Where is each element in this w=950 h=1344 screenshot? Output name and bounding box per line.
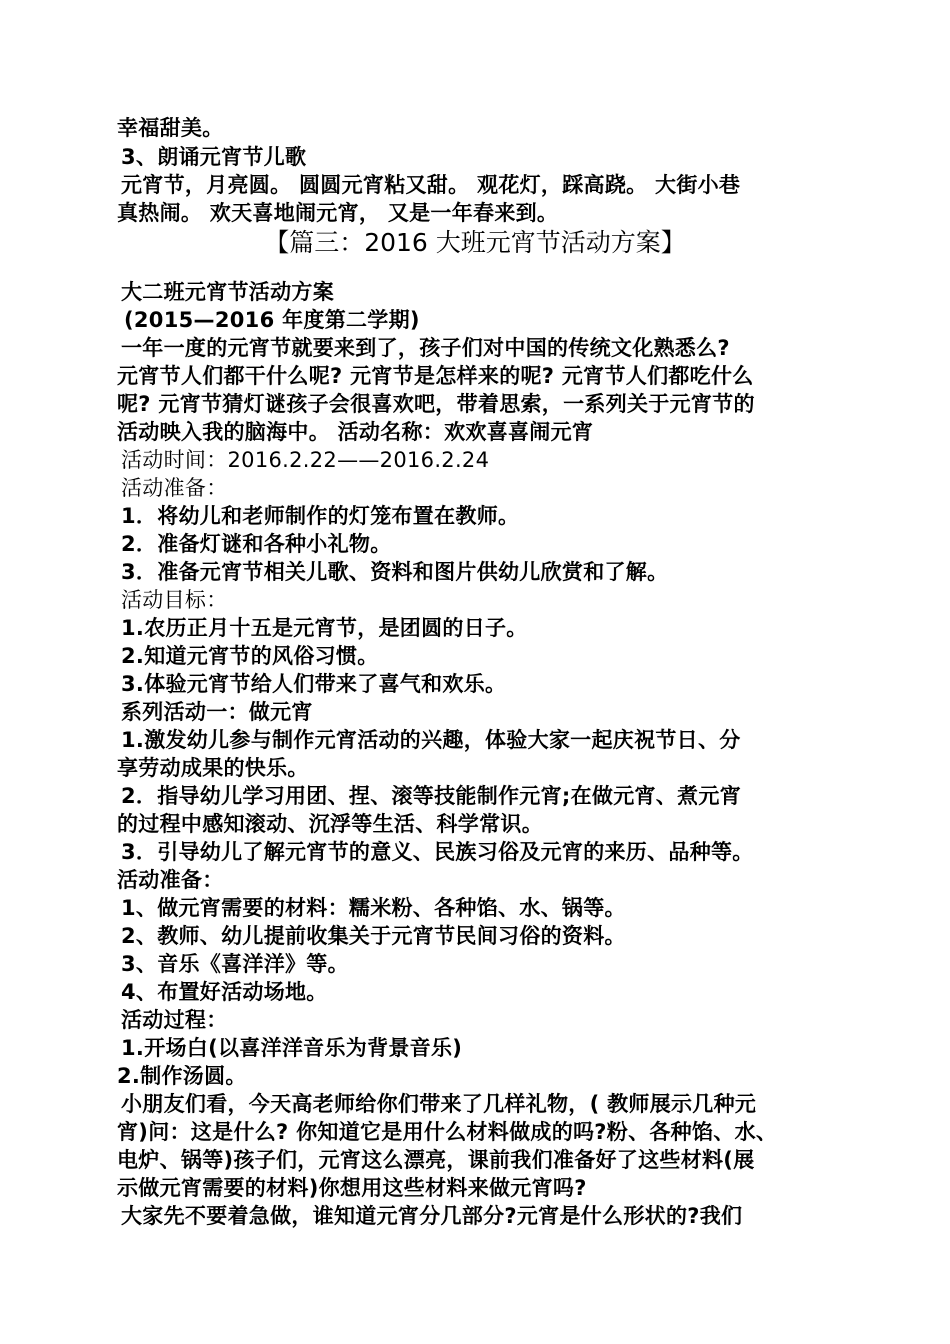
text-line: 活动目标： <box>121 588 228 612</box>
text-line: 2．准备灯谜和各种小礼物。 <box>121 532 392 556</box>
text-line: 2、教师、幼儿提前收集关于元宵节民间习俗的资料。 <box>121 924 626 948</box>
text-line: 元宵节人们都干什么呢? 元宵节是怎样来的呢? 元宵节人们都吃什么 <box>117 364 754 388</box>
section-heading: 【篇三：2016 大班元宵节活动方案】 <box>264 228 686 257</box>
text-line: 3．引导幼儿了解元宵节的意义、民族习俗及元宵的来历、品种等。 <box>121 840 754 864</box>
text-line: 元宵节，月亮圆。 圆圆元宵粘又甜。 观花灯，踩高跷。 大街小巷 <box>121 173 741 197</box>
text-line: 一年一度的元宵节就要来到了，孩子们对中国的传统文化熟悉么? <box>121 336 730 360</box>
text-line: 1.激发幼儿参与制作元宵活动的兴趣，体验大家一起庆祝节日、分 <box>121 728 741 752</box>
text-line: 1．将幼儿和老师制作的灯笼布置在教师。 <box>121 504 520 528</box>
text-line: 3．准备元宵节相关儿歌、资料和图片供幼儿欣赏和了解。 <box>121 560 669 584</box>
text-line: 幸福甜美。 <box>117 116 224 140</box>
text-line: 活动准备： <box>117 868 224 892</box>
text-line: 活动时间：2016.2.22——2016.2.24 <box>121 448 490 472</box>
text-line: 活动映入我的脑海中。 活动名称：欢欢喜喜闹元宵 <box>117 420 594 444</box>
text-line: 3.体验元宵节给人们带来了喜气和欢乐。 <box>121 672 507 696</box>
text-line: 系列活动一：做元宵 <box>121 700 313 724</box>
text-line: 活动准备： <box>121 476 228 500</box>
text-line: 4、布置好活动场地。 <box>121 980 328 1004</box>
text-line: 活动过程： <box>121 1008 228 1032</box>
text-line: 2.知道元宵节的风俗习惯。 <box>121 644 379 668</box>
text-line: 宵)问：这是什么? 你知道它是用什么材料做成的吗?粉、各种馅、水、 <box>117 1120 778 1144</box>
text-line: 大家先不要着急做，谁知道元宵分几部分?元宵是什么形状的?我们 <box>121 1204 743 1228</box>
text-line: 小朋友们看，今天高老师给你们带来了几样礼物，( 教师展示几种元 <box>121 1092 757 1116</box>
text-line: 享劳动成果的快乐。 <box>117 756 309 780</box>
text-line: 呢? 元宵节猜灯谜孩子会很喜欢吧，带着思索，一系列关于元宵节的 <box>117 392 755 416</box>
text-line: 2．指导幼儿学习用团、捏、滚等技能制作元宵;在做元宵、煮元宵 <box>121 784 742 808</box>
text-line: 大二班元宵节活动方案 <box>121 280 334 304</box>
text-line: 真热闹。 欢天喜地闹元宵， 又是一年春来到。 <box>117 201 559 225</box>
text-line: 1、做元宵需要的材料：糯米粉、各种馅、水、锅等。 <box>121 896 626 920</box>
text-line: 1.农历正月十五是元宵节，是团圆的日子。 <box>121 616 528 640</box>
text-line: 3、音乐《喜洋洋》等。 <box>121 952 349 976</box>
text-line: 2.制作汤圆。 <box>117 1064 247 1088</box>
text-line: 的过程中感知滚动、沉浮等生活、科学常识。 <box>117 812 543 836</box>
text-line: 1.开场白(以喜洋洋音乐为背景音乐) <box>121 1036 463 1060</box>
text-line: 电炉、锅等)孩子们，元宵这么漂亮，课前我们准备好了这些材料(展 <box>117 1148 755 1172</box>
text-line: (2015—2016 年度第二学期) <box>124 308 420 332</box>
text-line: 3、朗诵元宵节儿歌 <box>121 145 307 169</box>
text-line: 示做元宵需要的材料)你想用这些材料来做元宵吗? <box>117 1176 587 1200</box>
